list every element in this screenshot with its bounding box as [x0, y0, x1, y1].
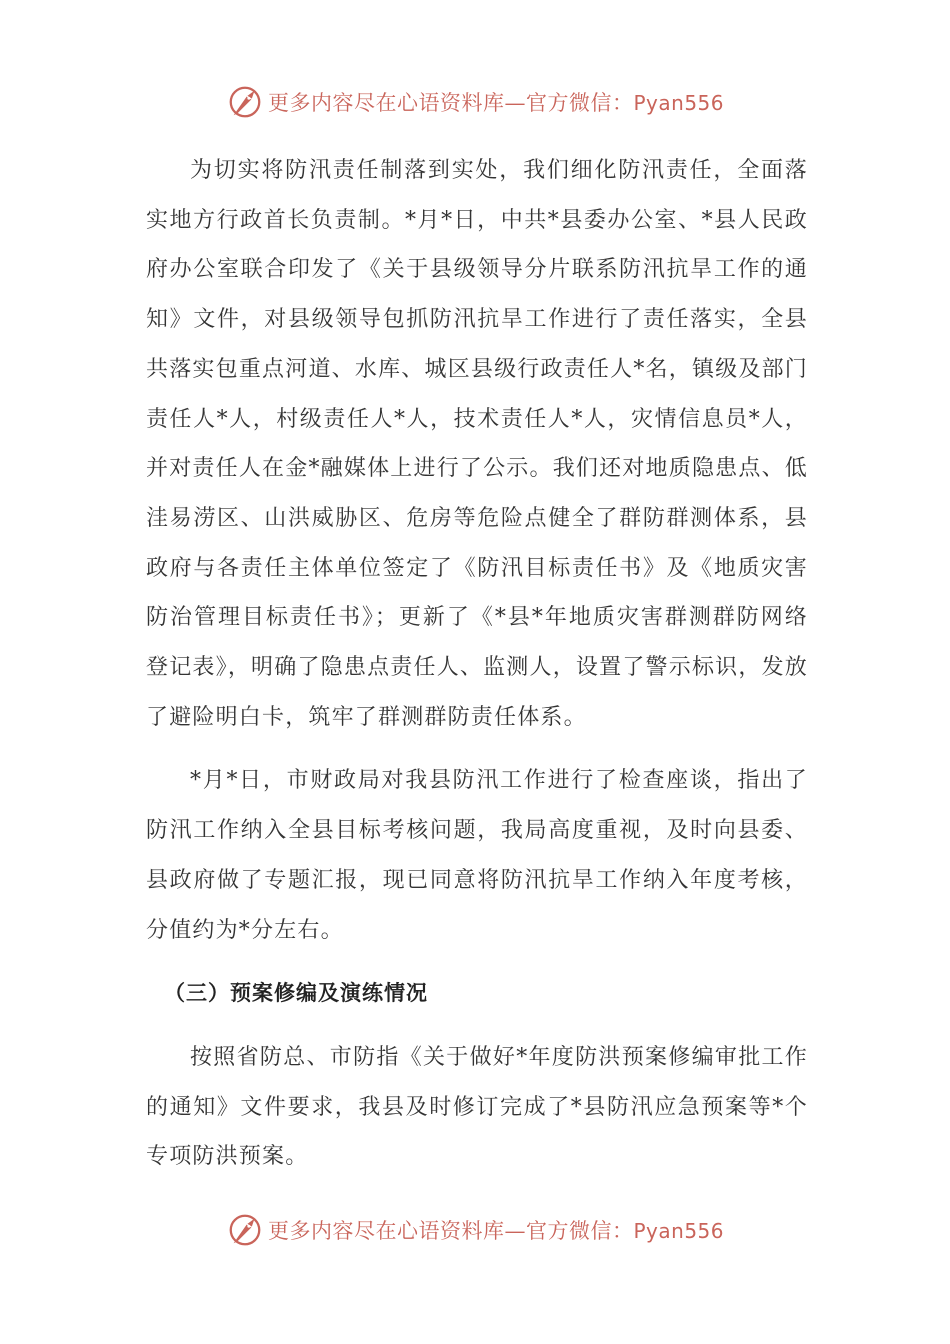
paragraph-responsibility: 为切实将防汛责任制落到实处，我们细化防汛责任，全面落实地方行政首长负责制。*月*日，中共*县委办公室、*县人民政府办公室联合印发了《关于县级领导分片联系防汛抗旱工作的通知》文件，对县级领导包抓防汛抗旱工作进行了责任落实，全县共落实包重点河道、水库、城区县级行政责任人*名，镇级及部门责任人*人，村级责任人*人，技术责任人*人，灾情信息员*人，并对责任人在金*融媒体上进行了公示。我们还对地质隐患点、低洼易涝区、山洪威胁区、危房等危险点健全了群防群测体系，县政府与各责任主体单位签定了《防汛目标责任书》及《地质灾害防治管理目标责任书》；更新了《*县*年地质灾害群测群防网络登记表》，明确了隐患点责任人、监测人，设置了警示标识，发放了避险明白卡，筑牢了群测群防责任体系。 — [146, 158, 808, 730]
watermark-text — [268, 1215, 724, 1245]
pen-nib-logo-icon — [226, 1211, 264, 1249]
paragraph-inspection: *月*日，市财政局对我县防汛工作进行了检查座谈，指出了防汛工作纳入全县目标考核问题，我局高度重视，及时向县委、县政府做了专题汇报，现已同意将防汛抗旱工作纳入年度考核，分值约为*分左右。 — [146, 768, 808, 943]
document-body — [146, 146, 808, 1182]
section-heading: （三）预案修编及演练情况 — [164, 981, 428, 1006]
watermark-text-cn: 更多内容尽在心语资料库—官方微信： — [267, 91, 634, 115]
watermark-text-en: Pyan556 — [633, 1219, 724, 1243]
pen-nib-logo-icon — [226, 83, 264, 121]
watermark-text-cn: 更多内容尽在心语资料库—官方微信： — [267, 1219, 634, 1243]
watermark-banner-bottom — [0, 1208, 950, 1252]
watermark-banner-top — [0, 80, 950, 124]
paragraph-plan-revision: 按照省防总、市防指《关于做好*年度防洪预案修编审批工作的通知》文件要求，我县及时修订完成了*县防汛应急预案等*个专项防洪预案。 — [146, 1044, 808, 1170]
watermark-text-en: Pyan556 — [633, 91, 724, 115]
watermark-text — [268, 87, 724, 117]
